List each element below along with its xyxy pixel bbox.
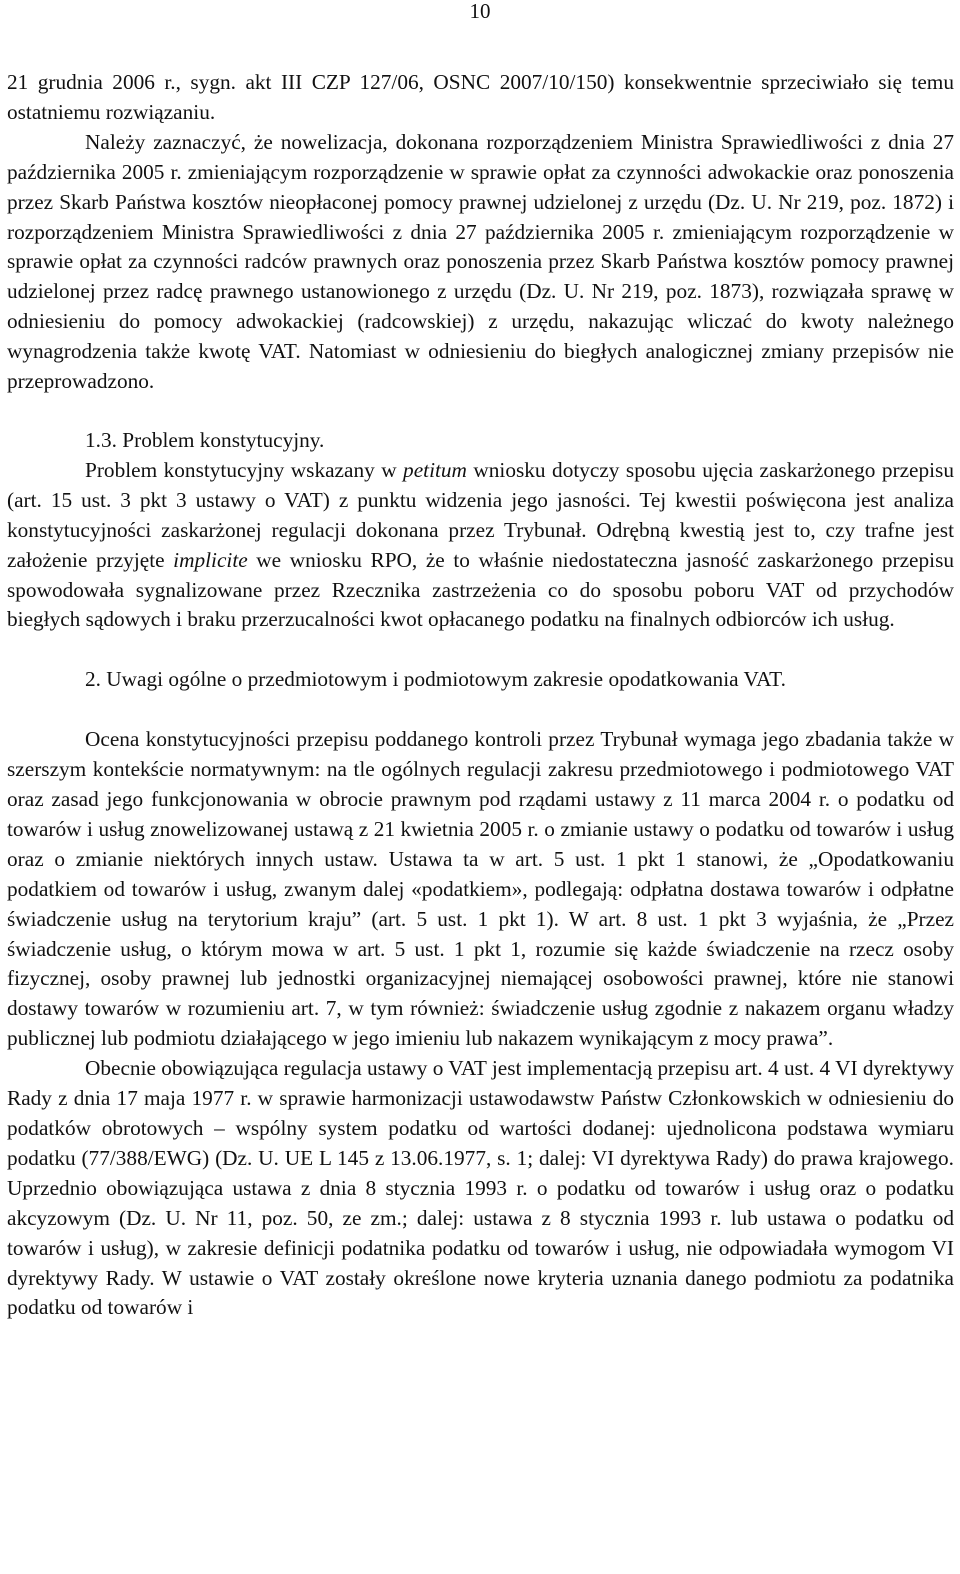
spacer xyxy=(7,695,954,725)
italic-term-petitum: petitum xyxy=(403,457,467,482)
page-number: 10 xyxy=(469,0,491,23)
text-run: wniosku dotyczy sposobu ujęcia zaskarżonego przepisu (art. 15 ust. 3 pkt 3 ustawy o VAT) z punktu widzenia jego jasności. Tej kwestii poświęcona jest analiza konstytucyjności zaskarżonej regulacji dokonana przez Trybunał. Odrębną kwestią jest to, czy trafne jest założenie przyjęte xyxy=(7,457,954,572)
paragraph-assessment: Ocena konstytucyjności przepisu poddanego kontroli przez Trybunał wymaga jego zbadania także w szerszym kontekście normatywnym: na tle ogólnych regulacji zakresu przedmiotowego i podmiotowego VAT oraz zasad jego funkcjonowania w obrocie prawnym pod rządami ustawy z 11 marca 2004 r. o podatku od towarów i usług znowelizowanej ustawą z 21 kwietnia 2005 r. o zmianie ustawy o podatku od towarów i usług oraz o zmianie niektórych innych ustaw. Ustawa ta w art. 5 ust. 1 pkt 1 stanowi, że „Opodatkowaniu podatkiem od towarów i usług, zwanym dalej «podatkiem», podlegają: odpłatna dostawa towarów i odpłatne świadczenie usług na terytorium kraju” (art. 5 ust. 1 pkt 1). W art. 8 ust. 1 pkt 3 wyjaśnia, że „Przez świadczenie usług, o którym mowa w art. 5 ust. 1 pkt 1, rozumie się każde świadczenie na rzecz osoby fizycznej, osoby prawnej lub jednostki organizacyjnej niemającej osobowości prawnej, które nie stanowi dostawy towarów w rozumieniu art. 7, w tym również: świadczenie usług zgodnie z nakazem organu władzy publicznej lub podmiotu działającego w jego imieniu lub nakazem wynikającym z mocy prawa”. xyxy=(7,727,954,1051)
document-body xyxy=(7,68,954,1323)
paragraph-continuation: 21 grudnia 2006 r., sygn. akt III CZP 127/06, OSNC 2007/10/150) konsekwentnie sprzeciwiało się temu ostatniemu rozwiązaniu. xyxy=(7,70,954,124)
paragraph-constitutional-problem xyxy=(7,456,954,635)
spacer xyxy=(7,635,954,665)
text-run: we wniosku RPO, że to właśnie niedostateczna jasność zaskarżonego przepisu spowodowała sygnalizowane przez Rzecznika zastrzeżenia co do sposobu poboru VAT od przychodów biegłych sądowych i braku przerzucalności kwot opłacanego podatku na finalnych odbiorców ich usług. xyxy=(7,547,955,632)
paragraph-current-regulation: Obecnie obowiązująca regulacja ustawy o VAT jest implementacją przepisu art. 4 ust. 4 VI dyrektywy Rady z dnia 17 maja 1977 r. w sprawie harmonizacji ustawodawstw Państw Członkowskich w odniesieniu do podatków obrotowych – wspólny system podatku od wartości dodanej: ujednolicona podstawa wymiaru podatku (77/388/EWG) (Dz. U. UE L 145 z 13.06.1977, s. 1; dalej: VI dyrektywa Rady) do prawa krajowego. Uprzednio obowiązująca ustawa z dnia 8 stycznia 1993 r. o podatku od towarów i usług oraz o podatku akcyzowym (Dz. U. Nr 11, poz. 50, ze zm.; dalej: ustawa z 8 stycznia 1993 r. lub ustawa o podatku od towarów i usług), w zakresie definicji podatnika podatku od towarów i usług, nie odpowiadała wymogom VI dyrektywy Rady. W ustawie o VAT zostały określone nowe kryteria uznania danego podmiotu za podatnika podatku od towarów i xyxy=(7,1056,954,1320)
spacer xyxy=(7,397,954,426)
text-run: Problem konstytucyjny wskazany w xyxy=(85,457,404,482)
section-heading-2: 2. Uwagi ogólne o przedmiotowym i podmiotowym zakresie opodatkowania VAT. xyxy=(85,667,786,692)
paragraph-amendment: Należy zaznaczyć, że nowelizacja, dokonana rozporządzeniem Ministra Sprawiedliwości z dnia 27 października 2005 r. zmieniającym rozporządzenie w sprawie opłat za czynności adwokackie oraz ponoszenia przez Skarb Państwa kosztów nieopłaconej pomocy prawnej udzielonej z urzędu (Dz. U. Nr 219, poz. 1872) i rozporządzeniem Ministra Sprawiedliwości z dnia 27 października 2005 r. zmieniającym rozporządzenie w sprawie opłat za czynności radców prawnych oraz ponoszenia przez Skarb Państwa kosztów pomocy prawnej udzielonej przez radcę prawnego ustanowionego z urzędu (Dz. U. Nr 219, poz. 1873), rozwiązała sprawę w odniesieniu do pomocy adwokackiej (radcowskiej) z urzędu, nakazując wliczać do kwoty należnego wynagrodzenia także kwotę VAT. Natomiast w odniesieniu do biegłych analogicznej zmiany przepisów nie przeprowadzono. xyxy=(7,129,954,394)
section-heading-1-3: 1.3. Problem konstytucyjny. xyxy=(85,427,325,452)
italic-term-implicite: implicite xyxy=(173,547,248,572)
